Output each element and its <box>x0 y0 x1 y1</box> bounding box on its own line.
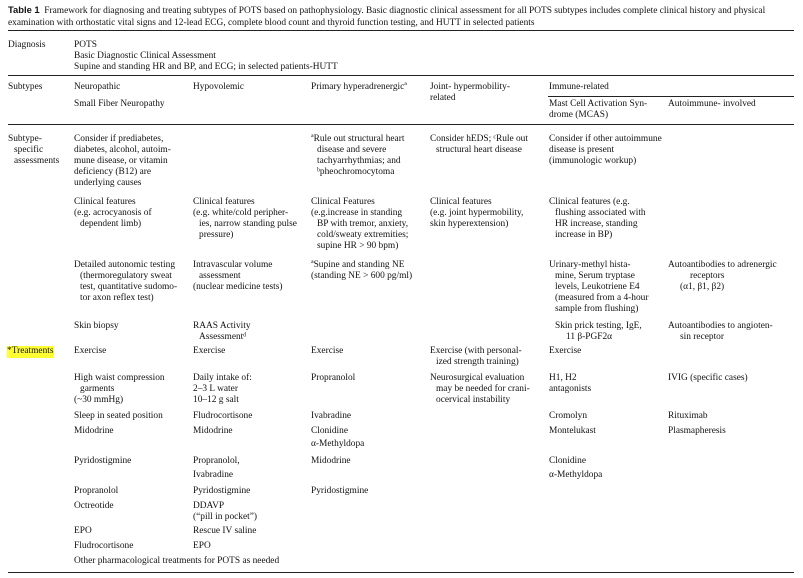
cell-text: Consider if other autoimmune <box>549 134 662 144</box>
cell-text: Exercise <box>74 346 107 356</box>
diagnosis-line: POTS <box>74 40 97 50</box>
cell-text: cold/sweaty extremities; <box>317 230 409 240</box>
cell-text: High waist compression <box>74 373 165 383</box>
row-rule-1 <box>8 75 794 76</box>
cell-text: disease and severe <box>317 145 387 155</box>
cell-text: Other pharmacological treatments for POTS as needed <box>74 556 280 566</box>
cell-text: (α1, β1, β2) <box>680 282 725 292</box>
cell-text: dependent limb) <box>80 219 142 229</box>
cell-text: ªRule out structural heart <box>311 134 405 144</box>
cell-text: Pyridostigmine <box>74 456 132 466</box>
cell-text: antagonists <box>549 384 592 394</box>
cell-text: Rituximab <box>668 411 708 421</box>
cell-text: (“pill in pocket”) <box>193 512 258 522</box>
cell-text: diabetes, alcohol, autoim- <box>74 145 171 155</box>
cell-text: Assessmentᵈ <box>199 332 247 342</box>
cell-text: Octreotide <box>74 501 114 511</box>
cell-text: Ivabradine <box>193 470 234 480</box>
treatments-label: *Treatments <box>7 346 54 356</box>
cell-text: (nuclear medicine tests) <box>193 282 283 292</box>
subtype-joint: Joint- hypermobility- <box>430 82 510 92</box>
cell-text: (~30 mmHg) <box>74 395 124 405</box>
cell-text: pressure) <box>199 230 234 240</box>
subtype-neuropathic-detail: Small Fiber Neuropathy <box>74 99 165 109</box>
cell-text: Exercise <box>549 346 582 356</box>
cell-text: may be needed for crani- <box>436 384 530 394</box>
cell-text: Montelukast <box>549 426 596 436</box>
cell-text: flushing associated with <box>555 208 646 218</box>
cell-text: 10–12 g salt <box>193 395 239 405</box>
cell-text: Midodrine <box>311 456 351 466</box>
cell-text: ocervical instability <box>436 395 511 405</box>
cell-text: sample from flushing) <box>555 304 639 314</box>
cell-text: sin receptor <box>680 332 724 342</box>
cell-text: Pyridostigmine <box>311 486 369 496</box>
cell-text: Propranolol <box>311 373 356 383</box>
assess-label: Subtype- <box>8 134 42 144</box>
subtype-mcas: Mast Cell Activation Syn- <box>549 99 648 109</box>
subtype-immune: Immune-related <box>549 82 609 92</box>
cell-text: (e.g. white/cold peripher- <box>193 208 289 218</box>
row-rule-2 <box>8 124 794 125</box>
cell-text: EPO <box>193 541 211 551</box>
cell-text: underlying causes <box>74 178 142 188</box>
cell-text: HR increase, standing <box>555 219 638 229</box>
cell-text: tachyarrhythmias; and <box>317 156 401 166</box>
cell-text: ªSupine and standing NE <box>311 260 405 270</box>
cell-text: Fludrocortisone <box>193 411 253 421</box>
subtype-neuropathic: Neuropathic <box>74 82 121 92</box>
caption-text: Framework for diagnosing and treating subtypes of POTS based on pathophysiology. Basic diagnostic clinical assessment for all POTS subtypes includes complete clinical history and physical examination with orthostatic vital signs and 12-lead ECG, complete blood count and thyroid function testing, and HUTT in selected patients <box>8 6 766 28</box>
cell-text: Fludrocortisone <box>74 541 134 551</box>
cell-text: Urinary-methyl hista- <box>549 260 631 270</box>
cell-text: (standing NE > 600 pg/ml) <box>311 271 413 281</box>
cell-text: 11 β-PGF2α <box>566 332 613 342</box>
cell-text: Intravascular volume <box>193 260 273 270</box>
cell-text: supine HR > 90 bpm) <box>317 241 399 251</box>
cell-text: Rescue IV saline <box>193 526 257 536</box>
cell-text: Exercise (with personal- <box>430 346 522 356</box>
cell-text: levels, Leukotriene E4 <box>555 282 640 292</box>
subtypes-label: Subtypes <box>8 82 43 92</box>
cell-text: receptors <box>690 271 725 281</box>
cell-text: structural heart disease <box>436 145 522 155</box>
assess-label: assessments <box>14 156 60 166</box>
cell-text: Clonidine <box>311 426 348 436</box>
cell-text: Plasmapheresis <box>668 426 726 436</box>
cell-text: (measured from a 4-hour <box>555 293 649 303</box>
cell-text: Detailed autonomic testing <box>74 260 176 270</box>
cell-text: α-Methyldopa <box>549 470 603 480</box>
cell-text: EPO <box>74 526 92 536</box>
top-rule <box>8 30 794 31</box>
cell-text: Skin biopsy <box>74 321 119 331</box>
cell-text: Clinical features (e.g. <box>549 197 630 207</box>
diagnosis-label: Diagnosis <box>8 40 46 50</box>
cell-text: ᵇpheochromocytoma <box>317 167 395 177</box>
cell-text: (e.g.increase in standing <box>311 208 403 218</box>
cell-text: Sleep in seated position <box>74 411 163 421</box>
table-label: Table 1 <box>8 4 40 15</box>
cell-text: ies, narrow standing pulse <box>199 219 297 229</box>
subtype-hypovolemic: Hypovolemic <box>193 82 245 92</box>
cell-text: DDAVP <box>193 501 225 511</box>
cell-text: BP with tremor, anxiety, <box>317 219 409 229</box>
table-caption <box>8 4 794 29</box>
cell-text: (e.g. acrocyanosis of <box>74 208 152 218</box>
cell-text: Clinical features <box>193 197 255 207</box>
cell-text: deficiency (B12) are <box>74 167 152 177</box>
cell-text: skin hyperextension) <box>430 219 509 229</box>
subtype-joint: related <box>430 93 456 103</box>
subtype-hyperadrenergic: Primary hyperadrenergicª <box>311 82 407 92</box>
cell-text: Pyridostigmine <box>193 486 251 496</box>
cell-text: Midodrine <box>74 426 114 436</box>
cell-text: (thermoregulatory sweat <box>80 271 172 281</box>
cell-text: ized strength training) <box>436 357 519 367</box>
subtype-mcas: drome (MCAS) <box>549 110 609 120</box>
cell-text: Propranolol <box>74 486 119 496</box>
immune-subrule <box>548 96 794 97</box>
cell-text: Autoantibodies to adrenergic <box>668 260 777 270</box>
cell-text: RAAS Activity <box>193 321 251 331</box>
cell-text: test, quantitative sudomo- <box>80 282 178 292</box>
cell-text: (immunologic workup) <box>549 156 637 166</box>
cell-text: Clonidine <box>549 456 586 466</box>
cell-text: Exercise <box>311 346 344 356</box>
cell-text: Cromolyn <box>549 411 588 421</box>
cell-text: Clinical features <box>74 197 136 207</box>
cell-text: (e.g. joint hypermobility, <box>430 208 524 218</box>
cell-text: increase in BP) <box>555 230 613 240</box>
cell-text: Clinical features <box>430 197 492 207</box>
bottom-rule <box>8 572 794 573</box>
cell-text: mune disease, or vitamin <box>74 156 168 166</box>
cell-text: Ivabradine <box>311 411 352 421</box>
cell-text: Consider if prediabetes, <box>74 134 164 144</box>
subtype-autoimmune: Autoimmune- involved <box>668 99 756 109</box>
cell-text: Skin prick testing, IgE, <box>555 321 642 331</box>
cell-text: assessment <box>199 271 241 281</box>
cell-text: garments <box>80 384 115 394</box>
cell-text: Clinical Features <box>311 197 375 207</box>
cell-text: Midodrine <box>193 426 233 436</box>
cell-text: Autoantibodies to angioten- <box>668 321 773 331</box>
cell-text: Consider hEDS; ᶜRule out <box>430 134 528 144</box>
diagnosis-line: Supine and standing HR and BP, and ECG; in selected patients-HUTT <box>74 62 338 72</box>
cell-text: Propranolol, <box>193 456 240 466</box>
cell-text: H1, H2 <box>549 373 577 383</box>
cell-text: 2–3 L water <box>193 384 238 394</box>
cell-text: Neurosurgical evaluation <box>430 373 525 383</box>
cell-text: tor axon reflex test) <box>80 293 154 303</box>
cell-text: Daily intake of: <box>193 373 252 383</box>
cell-text: IVIG (specific cases) <box>668 373 748 383</box>
diagnosis-line: Basic Diagnostic Clinical Assessment <box>74 51 216 61</box>
cell-text: α-Methyldopa <box>311 439 365 449</box>
cell-text: mine, Serum tryptase <box>555 271 635 281</box>
assess-label: specific <box>14 145 44 155</box>
cell-text: disease is present <box>549 145 615 155</box>
cell-text: Exercise <box>193 346 226 356</box>
